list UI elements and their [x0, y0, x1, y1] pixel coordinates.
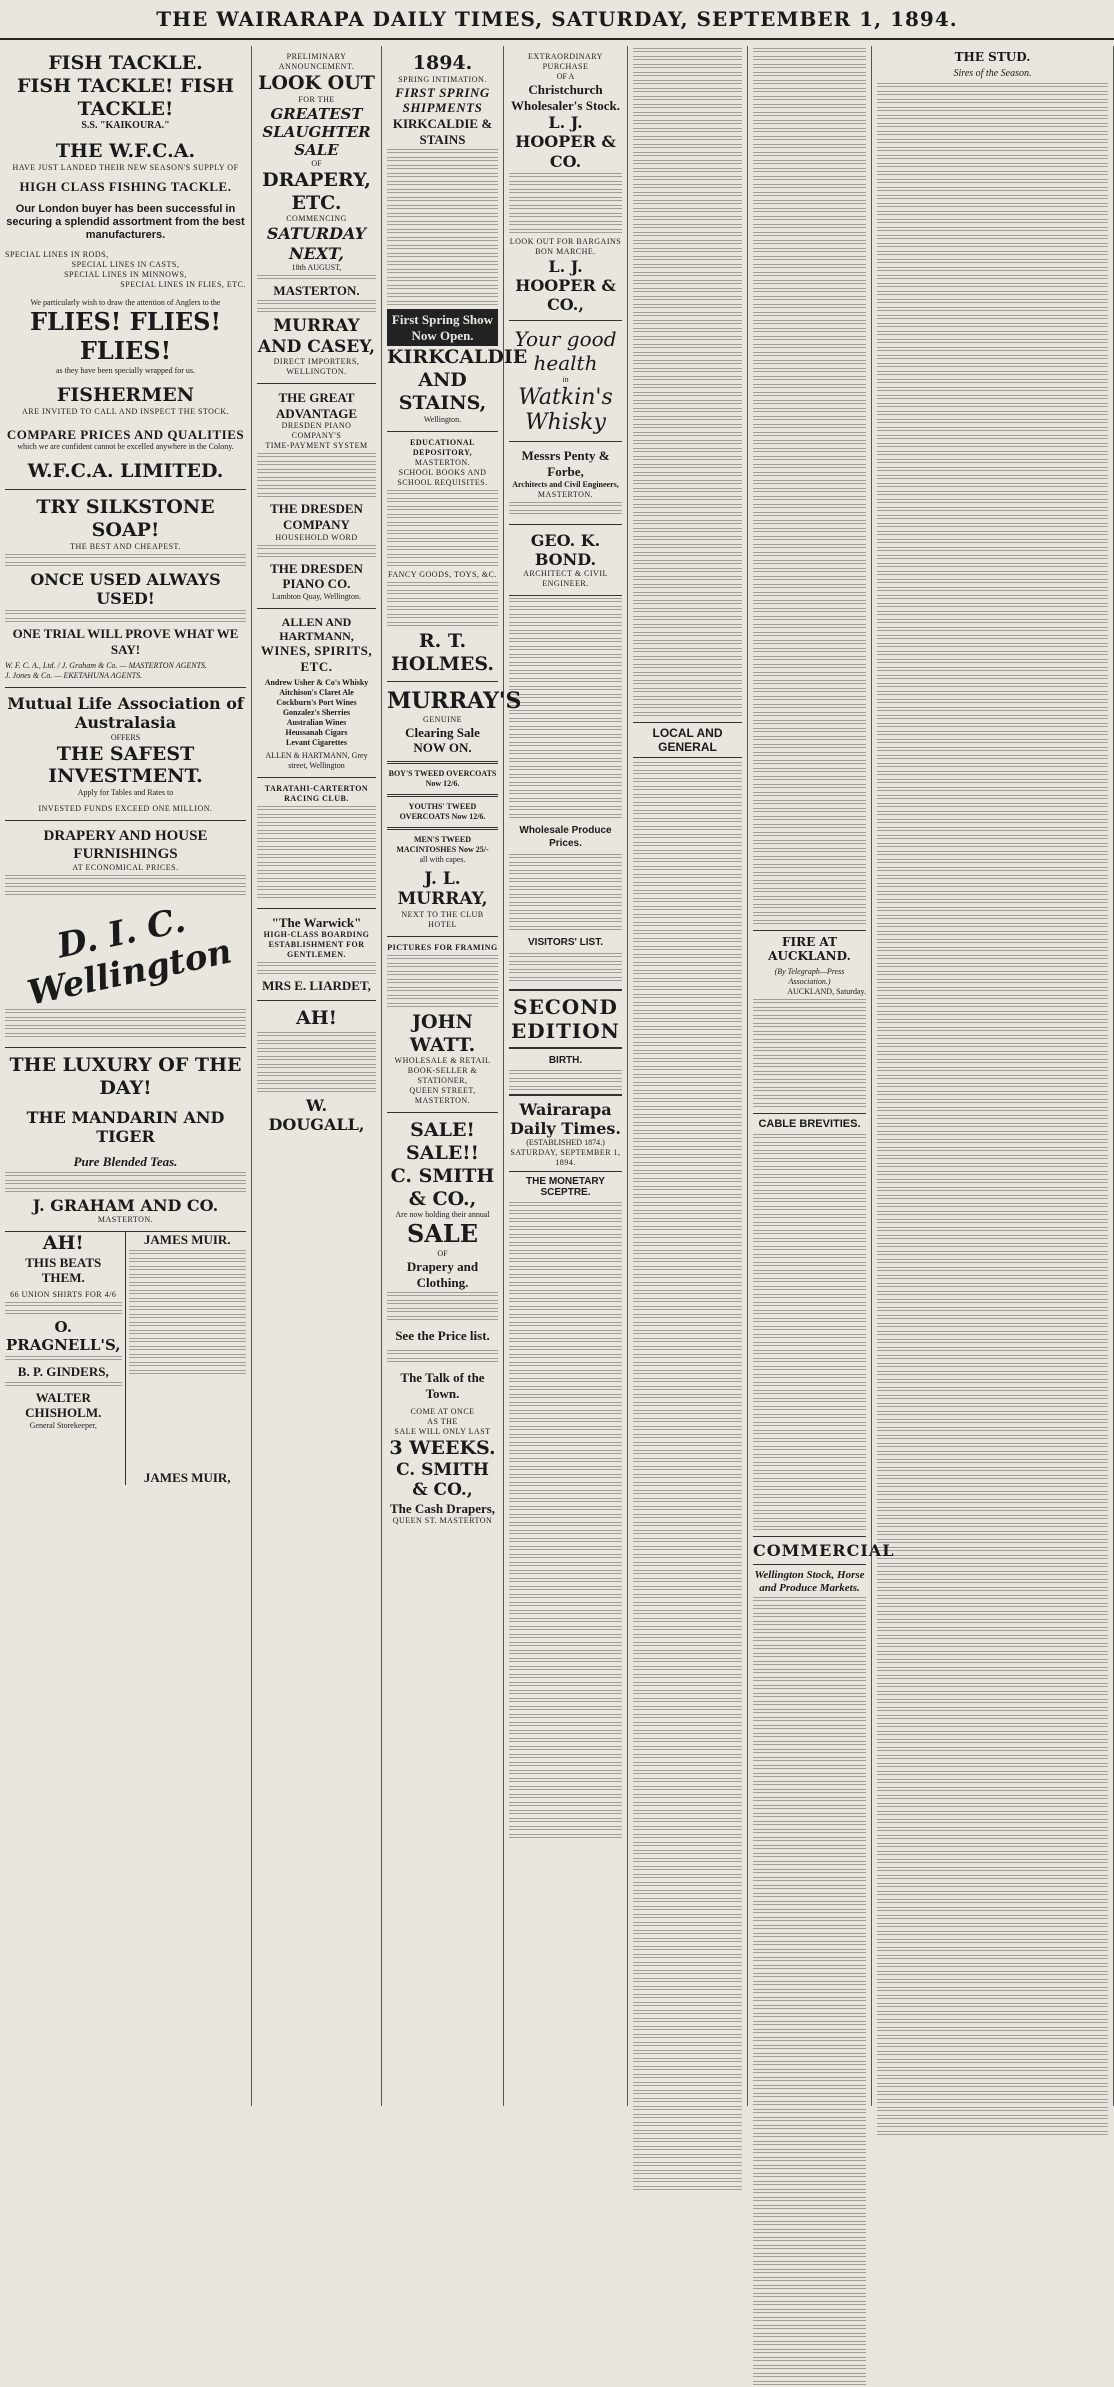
visitors-list: VISITORS' LIST. [528, 936, 603, 948]
fish-title-2: FISH TACKLE! FISH TACKLE! [17, 74, 234, 120]
muir-title-2: JAMES MUIR, [143, 1469, 231, 1485]
first-shipments: FIRST SPRING SHIPMENTS [395, 84, 490, 116]
holmes: R. T. HOLMES. [390, 629, 495, 675]
second-edition: SECOND EDITION [509, 989, 622, 1049]
greatest-sale: GREATEST SLAUGHTER SALE [262, 104, 371, 159]
dresden-piano-co: THE DRESDEN PIANO CO. [270, 560, 363, 592]
great-advantage: THE GREAT ADVANTAGE [275, 390, 358, 421]
dresden-company: DRESDEN PIANO COMPANY'S [281, 421, 352, 441]
flies-title: FLIES! FLIES! FLIES! [30, 307, 221, 366]
dougall-ad [257, 1001, 376, 1140]
col5-text-bottom [633, 762, 742, 2192]
agents-eketahuna: J. Jones & Co. — EKETAHUNA AGENTS. [5, 671, 143, 681]
one-trial: ONE TRIAL WILL PROVE WHAT WE SAY! [12, 626, 239, 657]
cash-drapers: The Cash Drapers, [389, 1500, 496, 1516]
august: 18th AUGUST, [291, 262, 342, 272]
mutual-title: Mutual Life Association of Australasia [7, 694, 244, 733]
slaughter-sale-ad [257, 46, 376, 384]
ship-name: S.S. "KAIKOURA." [81, 120, 170, 132]
year: 1894. [412, 52, 473, 74]
beats-them: THIS BEATS THEM. [25, 1254, 102, 1286]
london-buyer: Our London buyer has been successful in securing a splendid assortment from the best manufacturers. [6, 202, 245, 242]
educational: EDUCATIONAL DEPOSITORY, [410, 437, 475, 457]
cigarettes: Levant Cigarettes [286, 737, 347, 747]
for-the: FOR THE [298, 94, 335, 104]
notices [509, 598, 622, 983]
hooper-ad [509, 46, 622, 321]
mens-macintoshes: MEN'S TWEED MACINTOSHES Now 25/- [396, 834, 489, 854]
drapery-clothing: Drapery and Clothing. [406, 1259, 479, 1290]
wfca-title: THE W.F.C.A. [55, 140, 196, 163]
auckland-dateline: AUCKLAND, Saturday. [787, 987, 866, 996]
australian-wines: Australian Wines [286, 717, 347, 727]
sherries: Gonzalez's Sherries [282, 707, 351, 717]
kirkcaldie: KIRKCALDIE & STAINS [392, 115, 493, 147]
column-6 [748, 46, 895, 2106]
col6-text-top [753, 48, 866, 926]
graham-co: J. GRAHAM AND CO. [32, 1195, 219, 1215]
silkstone-title: TRY SILKSTONE SOAP! [36, 496, 215, 541]
special-line-4: SPECIAL LINES IN FLIES, ETC. [120, 280, 246, 290]
claret-ale: Aitchison's Claret Ale [279, 687, 354, 697]
pictures: PICTURES FOR FRAMING [387, 942, 498, 952]
bookseller: WHOLESALE & RETAIL BOOK-SELLER & STATIONER, [394, 1056, 491, 1086]
sale-sale: SALE! SALE!! [406, 1119, 479, 1165]
boarding: HIGH-CLASS BOARDING ESTABLISHMENT FOR GENTLEMEN. [263, 930, 370, 960]
local-general: LOCAL AND GENERAL [633, 722, 742, 758]
col1-bottom [5, 1232, 246, 1485]
wholesale-produce: Wholesale Produce Prices. [519, 824, 612, 849]
watkins-whisky: Watkin's Whisky [518, 385, 613, 436]
economical: AT ECONOMICAL PRICES. [72, 863, 179, 873]
cockburn: Cockburn's Port Wines [276, 697, 357, 707]
edu-masterton: MASTERTON. [414, 457, 471, 467]
mandarin-tiger: THE MANDARIN AND TIGER [26, 1107, 225, 1147]
ah-2: AH! [295, 1006, 338, 1029]
spring-intimation: SPRING INTIMATION. [398, 74, 487, 84]
of-a: OF A [556, 72, 575, 81]
graham-masterton: MASTERTON. [97, 1215, 154, 1224]
whisky-ad [509, 321, 622, 442]
bon-marche: BON MARCHE. [535, 246, 596, 256]
union-shirts: 66 UNION SHIRTS FOR 4/6 [10, 1289, 117, 1299]
blended-teas: Pure Blended Teas. [73, 1154, 178, 1170]
lookout-bargains: LOOK OUT FOR BARGAINS [509, 236, 622, 246]
come-at-once: COME AT ONCE [410, 1407, 475, 1417]
bond-ad [509, 525, 622, 596]
next-club: NEXT TO THE CLUB HOTEL [401, 909, 484, 929]
watt-queen: QUEEN STREET, MASTERTON. [409, 1086, 476, 1106]
time-payment: TIME-PAYMENT SYSTEM [265, 441, 368, 451]
drapery-title: DRAPERY AND HOUSE FURNISHINGS [43, 828, 208, 863]
column-2 [252, 46, 382, 2106]
fish-tackle-ad [5, 46, 246, 490]
jl-murray: J. L. MURRAY, [397, 868, 488, 910]
wellington: WELLINGTON. [286, 367, 347, 377]
sires-season: Sires of the Season. [953, 68, 1032, 79]
column-1 [0, 46, 252, 2106]
dic-script-logo: D. I. C. Wellington [24, 900, 236, 1014]
lookout: LOOK OUT [258, 72, 375, 94]
editorial [509, 1202, 622, 1840]
school-books: SCHOOL BOOKS AND SCHOOL REQUISITES. [397, 467, 488, 487]
first-spring-show: First Spring Show Now Open. [387, 309, 498, 346]
chisholm: WALTER CHISHOLM. [25, 1389, 102, 1421]
kirkcaldie-2: KIRKCALDIE AND STAINS, [387, 346, 528, 414]
john-watt: JOHN WATT. [409, 1010, 476, 1056]
once-used: ONCE USED ALWAYS USED! [30, 569, 221, 608]
all-with-capes: all with capes. [419, 854, 466, 864]
youths-overcoats: YOUTHS' TWEED OVERCOATS Now 12/6. [399, 801, 486, 821]
of: OF [311, 158, 322, 168]
christchurch: Christchurch Wholesaler's Stock. [510, 82, 621, 113]
apply: Apply for Tables and Rates to [77, 788, 174, 798]
special-line-1: SPECIAL LINES IN RODS, [5, 250, 109, 260]
your-good-health: Your good health [514, 327, 617, 376]
penty-forbe: Messrs Penty & Forbe, [521, 448, 610, 479]
column-7 [872, 46, 1114, 2106]
smith-sale-ad [387, 1113, 498, 1532]
three-weeks: 3 WEEKS. [389, 1437, 496, 1460]
established: (ESTABLISHED 1874.) [526, 1138, 605, 1148]
household-word: HOUSEHOLD WORD [275, 532, 358, 542]
cigars: Heussanah Cigars [285, 727, 348, 737]
mandarin-tea-ad [5, 1048, 246, 1232]
by-telegraph: (By Telegraph—Press Association.) [774, 967, 845, 986]
extraordinary: EXTRAORDINARY PURCHASE [528, 52, 603, 71]
masthead [0, 0, 1114, 40]
dic-ad [5, 821, 246, 1048]
racing-club: TARATAHI-CARTERTON RACING CLUB. [264, 783, 369, 803]
smith-co: C. SMITH & CO., [390, 1164, 495, 1210]
see-price: See the Price list. [395, 1328, 490, 1344]
high-class-tackle: HIGH CLASS FISHING TACKLE. [19, 179, 232, 195]
masterton: MASTERTON. [273, 282, 360, 298]
allen-address: ALLEN & HARTMANN, Grey street, Wellington [265, 750, 368, 770]
invested-funds: INVESTED FUNDS EXCEED ONE MILLION. [38, 804, 213, 814]
clearing-sale: Clearing Sale [405, 724, 480, 740]
saturday-next: SATURDAY NEXT, [266, 224, 367, 263]
prelim: PRELIMINARY ANNOUNCEMENT. [278, 52, 355, 71]
invited-text: ARE INVITED TO CALL AND INSPECT THE STOCK. [21, 406, 230, 416]
kirk-wellington: Wellington. [423, 414, 462, 424]
racing-ad [257, 778, 376, 909]
talk-town: The Talk of the Town. [400, 1370, 485, 1401]
architects-ad [509, 442, 622, 524]
column-5 [628, 46, 748, 2106]
birth: BIRTH. [548, 1054, 583, 1066]
mutual-life-ad [5, 688, 246, 821]
smith-queen: QUEEN ST. MASTERTON [392, 1516, 493, 1526]
bond: GEO. K. BOND. [530, 530, 601, 569]
silkstone-ad [5, 490, 246, 688]
hooper-2: L. J. HOOPER & CO., [515, 256, 616, 315]
best-cheapest: THE BEST AND CHEAPEST. [70, 541, 181, 551]
genuine: GENUINE [422, 714, 463, 724]
warwick: "The Warwick" [271, 914, 362, 930]
direct-importers: DIRECT IMPORTERS, [273, 357, 360, 367]
compare-sub: which we are confident cannot be excelled anywhere in the Colony. [17, 442, 234, 452]
markets-head: Wellington Stock, Horse and Produce Markets. [754, 1569, 865, 1595]
commencing: COMMENCING [286, 214, 347, 224]
pragnell: O. PRAGNELL'S, [5, 1317, 121, 1354]
sale-big: SALE [406, 1219, 479, 1249]
newspaper-title: THE WAIRARAPA DAILY TIMES, SATURDAY, SEPTEMBER 1, 1894. [156, 7, 958, 31]
arch-masterton: MASTERTON. [537, 489, 594, 499]
in: in [562, 375, 569, 385]
anglers-note: We particularly wish to draw the attention of Anglers to the [30, 298, 221, 308]
the-stud: THE STUD. [954, 50, 1031, 64]
ah-title: AH! [42, 1232, 84, 1254]
warwick-ad [257, 909, 376, 1001]
date: SATURDAY, SEPTEMBER 1, 1894. [509, 1148, 622, 1172]
hooper: L. J. HOOPER & CO. [515, 113, 616, 171]
now-on: NOW ON. [413, 740, 472, 756]
ginders: B. P. GINDERS, [17, 1363, 109, 1379]
column-4 [504, 46, 628, 2106]
muir-title: JAMES MUIR. [143, 1232, 231, 1247]
dresden-ad [257, 384, 376, 609]
special-line-2: SPECIAL LINES IN CASTS, [71, 260, 180, 270]
fancy-goods: FANCY GOODS, TOYS, &C. [388, 569, 497, 579]
column-3 [382, 46, 528, 2106]
watt-ad [387, 937, 498, 1114]
wfca-limited: W.F.C.A. LIMITED. [27, 460, 224, 483]
allen-hartmann: ALLEN AND HARTMANN, [279, 614, 354, 644]
fishermen-title: FISHERMEN [56, 383, 195, 406]
agents-masterton: W. F. C. A., Ltd. / J. Graham & Co. — MASTERTON AGENTS. [5, 661, 208, 671]
wdt-title: Wairarapa Daily Times. [509, 1094, 622, 1138]
bond-architect: ARCHITECT & CIVIL ENGINEER. [523, 568, 608, 588]
educational-ad [387, 432, 498, 683]
cable-brevities: CABLE BREVITIES. [758, 1118, 861, 1130]
as-the: AS THE [427, 1417, 458, 1427]
fire-auckland: FIRE AT AUCKLAND. [768, 935, 851, 963]
dresden-co: THE DRESDEN COMPANY [270, 501, 363, 532]
andrew-usher: Andrew Usher & Co's Whisky [264, 677, 369, 687]
wines-spirits: WINES, SPIRITS, ETC. [260, 643, 373, 675]
compare-prices: COMPARE PRICES AND QUALITIES [6, 426, 245, 442]
murray-casey: MURRAY AND CASEY, [257, 316, 376, 357]
murray-title: MURRAY'S [387, 688, 522, 715]
storekeeper: General Storekeeper, [29, 1420, 97, 1430]
allen-hartmann-ad [257, 609, 376, 778]
kirkcaldie-ad [387, 46, 528, 432]
commercial: COMMERCIAL [753, 1541, 895, 1560]
wfca-sub: HAVE JUST LANDED THEIR NEW SEASON'S SUPPLY OF [12, 163, 239, 173]
liardet: MRS E. LIARDET, [262, 978, 371, 994]
boys-overcoats: BOY'S TWEED OVERCOATS Now 12/6. [388, 768, 497, 788]
now-holding: Are now holding their annual [395, 1210, 490, 1220]
stud-text [877, 83, 1108, 2137]
col5-text-top [633, 48, 742, 718]
luxury-title: THE LUXURY OF THE DAY! [9, 1054, 242, 1100]
flies-sub: as they have been specially wrapped for us. [55, 365, 196, 375]
architects: Architects and Civil Engineers, [512, 479, 619, 489]
lambton-quay: Lambton Quay, Wellington. [272, 591, 361, 601]
offers: OFFERS [110, 732, 141, 742]
dougall: W. DOUGALL, [268, 1095, 365, 1134]
monetary-sceptre: THE MONETARY SCEPTRE. [526, 1176, 605, 1199]
sale-of: OF [437, 1249, 448, 1259]
safest-investment: THE SAFEST INVESTMENT. [48, 742, 203, 788]
drapery: DRAPERY, ETC. [262, 168, 371, 214]
smith-co-2: C. SMITH & CO., [396, 1460, 489, 1501]
sale-last: SALE WILL ONLY LAST [394, 1427, 491, 1437]
special-line-3: SPECIAL LINES IN MINNOWS, [64, 270, 187, 280]
fish-title: FISH TACKLE. [48, 52, 203, 74]
murray-sale-ad [387, 682, 522, 936]
